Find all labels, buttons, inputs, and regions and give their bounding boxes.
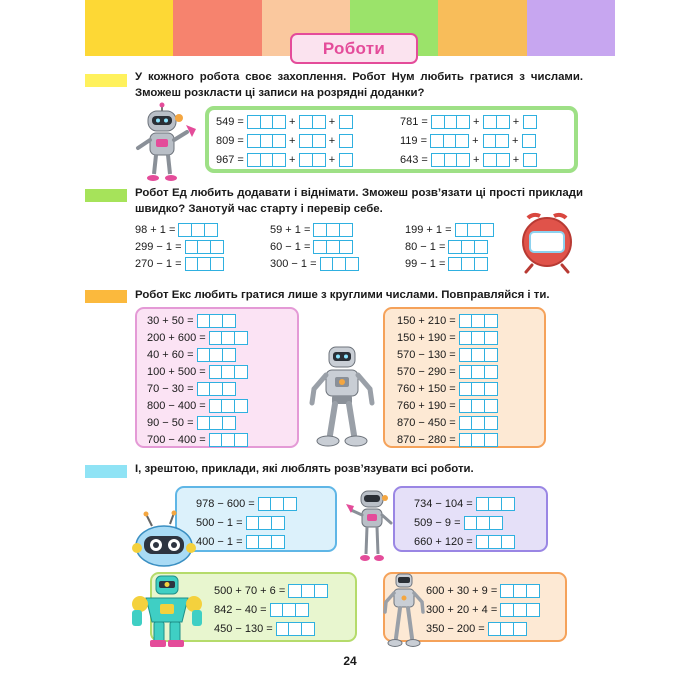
answer-cells[interactable] [448, 240, 486, 254]
s1-row-1 [216, 114, 352, 130]
answer-cells[interactable] [455, 223, 493, 237]
robot-eks-icon [304, 343, 380, 447]
exercise-label: 30 + 50 = [147, 315, 194, 327]
top-bar-2 [173, 0, 261, 56]
answer-cells-1[interactable] [339, 153, 352, 167]
s1-row-3 [216, 152, 352, 168]
exercise-label: 90 − 50 = [147, 417, 194, 429]
section-3-task-text: Робот Екс любить гратися лише з круглими числами. Повправляйся і ти. [135, 289, 550, 301]
exercise-label: 60 − 1 = [270, 241, 311, 253]
exercise-label: 40 + 60 = [147, 349, 194, 361]
plus-sign: + [512, 154, 520, 166]
plus-sign: + [328, 154, 336, 166]
robot-blue-round-icon [132, 512, 196, 568]
answer-cells[interactable] [258, 497, 296, 511]
s2-row-9 [405, 256, 486, 272]
s4-orange-row-2 [426, 602, 538, 618]
answer-cells[interactable] [476, 497, 514, 511]
s2-row-3 [135, 256, 223, 272]
answer-cells-1[interactable] [523, 115, 536, 129]
answer-cells[interactable] [185, 257, 223, 271]
s3-right-row-8 [397, 432, 497, 448]
answer-cells[interactable] [185, 240, 223, 254]
section-2-task-text: Робот Ед любить додавати і віднімати. Зможеш розв’язати ці прості приклади швидко? Занотуй час старту і перевір себе. [135, 187, 583, 215]
exercise-label: 270 − 1 = [135, 258, 182, 270]
section-3-marker [85, 290, 127, 303]
answer-cells[interactable] [209, 331, 247, 345]
exercise-label: 549 = [216, 116, 244, 128]
s3-right-row-5 [397, 381, 497, 397]
s3-right-row-1 [397, 313, 497, 329]
section-4-marker [85, 465, 127, 478]
s3-left-row-3 [147, 347, 235, 363]
answer-cells[interactable] [209, 433, 247, 447]
section-4-task-text: І, зрештою, приклади, які люблять розв’язувати всі роботи. [135, 463, 474, 475]
answer-cells[interactable] [464, 516, 502, 530]
s1-row-2 [216, 133, 352, 149]
answer-cells-3[interactable] [431, 115, 469, 129]
s1-row-6 [400, 152, 536, 168]
exercise-label: 80 − 1 = [405, 241, 446, 253]
answer-cells-2[interactable] [483, 134, 508, 148]
exercise-label: 760 + 190 = [397, 400, 456, 412]
s4-blue-row-2 [196, 515, 284, 531]
answer-cells[interactable] [459, 399, 497, 413]
plus-sign: + [512, 116, 520, 128]
s3-left-row-8 [147, 432, 247, 448]
answer-cells-2[interactable] [483, 153, 508, 167]
exercise-label: 500 + 70 + 6 = [214, 585, 286, 597]
exercise-label: 400 − 1 = [196, 536, 243, 548]
s3-right-row-2 [397, 330, 497, 346]
exercise-label: 200 + 600 = [147, 332, 206, 344]
answer-cells-3[interactable] [247, 153, 285, 167]
robot-num-small-icon [345, 488, 395, 566]
answer-cells[interactable] [448, 257, 486, 271]
answer-cells-2[interactable] [483, 115, 508, 129]
s2-row-1 [135, 222, 216, 238]
answer-cells[interactable] [459, 365, 497, 379]
s3-right-row-4 [397, 364, 497, 380]
s4-blue-row-3 [196, 534, 284, 550]
answer-cells[interactable] [459, 314, 497, 328]
top-bar-1 [85, 0, 173, 56]
exercise-label: 978 − 600 = [196, 498, 255, 510]
answer-cells[interactable] [197, 348, 235, 362]
exercise-label: 842 − 40 = [214, 604, 267, 616]
answer-cells[interactable] [209, 365, 247, 379]
exercise-label: 119 = [400, 135, 428, 147]
s3-right-row-7 [397, 415, 497, 431]
answer-cells[interactable] [276, 622, 314, 636]
answer-cells[interactable] [459, 416, 497, 430]
robot-teal-icon [126, 574, 208, 650]
exercise-label: 700 − 400 = [147, 434, 206, 446]
answer-cells-3[interactable] [247, 134, 285, 148]
answer-cells-3[interactable] [247, 115, 285, 129]
exercise-label: 760 + 150 = [397, 383, 456, 395]
exercise-label: 450 − 130 = [214, 623, 273, 635]
s2-row-4 [270, 222, 351, 238]
answer-cells[interactable] [288, 584, 326, 598]
s4-green-row-1 [214, 583, 326, 599]
s2-row-5 [270, 239, 351, 255]
s3-left-row-4 [147, 364, 247, 380]
answer-cells[interactable] [246, 516, 284, 530]
answer-cells-2[interactable] [299, 134, 324, 148]
exercise-label: 809 = [216, 135, 244, 147]
answer-cells-1[interactable] [339, 115, 352, 129]
page-number: 24 [343, 654, 357, 668]
plus-sign: + [472, 135, 479, 147]
answer-cells[interactable] [313, 240, 351, 254]
answer-cells[interactable] [197, 314, 235, 328]
s4-orange-row-1 [426, 583, 538, 599]
s3-left-row-1 [147, 313, 235, 329]
answer-cells-1[interactable] [339, 134, 352, 148]
answer-cells[interactable] [500, 584, 538, 598]
answer-cells[interactable] [246, 535, 284, 549]
exercise-label: 59 + 1 = [270, 224, 311, 236]
s3-right-row-3 [397, 347, 497, 363]
s3-left-row-6 [147, 398, 247, 414]
s3-left-row-7 [147, 415, 235, 431]
answer-cells[interactable] [209, 399, 247, 413]
exercise-label: 643 = [400, 154, 428, 166]
plus-sign: + [472, 154, 480, 166]
s2-row-6 [270, 256, 358, 272]
exercise-label: 870 − 280 = [397, 434, 456, 446]
answer-cells-1[interactable] [522, 134, 535, 148]
answer-cells[interactable] [197, 416, 235, 430]
s3-right-row-6 [397, 398, 497, 414]
exercise-label: 660 + 120 = [414, 536, 473, 548]
s4-green-row-3 [214, 621, 314, 637]
answer-cells[interactable] [197, 382, 235, 396]
exercise-label: 150 + 190 = [397, 332, 456, 344]
page-title: Роботи [290, 33, 418, 64]
answer-cells[interactable] [313, 223, 351, 237]
exercise-label: 100 + 500 = [147, 366, 206, 378]
exercise-label: 509 − 9 = [414, 517, 461, 529]
answer-cells[interactable] [459, 433, 497, 447]
exercise-label: 570 − 290 = [397, 366, 456, 378]
answer-cells-2[interactable] [299, 153, 324, 167]
section-1-marker [85, 74, 127, 87]
robot-num-icon [132, 102, 202, 184]
answer-cells[interactable] [320, 257, 358, 271]
top-bar-6 [527, 0, 615, 56]
s2-row-7 [405, 222, 493, 238]
answer-cells-3[interactable] [430, 134, 468, 148]
s2-row-8 [405, 239, 486, 255]
exercise-label: 199 + 1 = [405, 224, 452, 236]
section-2-marker [85, 189, 127, 202]
exercise-label: 600 + 30 + 9 = [426, 585, 498, 597]
answer-cells[interactable] [476, 535, 514, 549]
alarm-clock-icon [514, 210, 580, 274]
exercise-label: 500 − 1 = [196, 517, 243, 529]
robot-eks-small-icon [381, 572, 427, 650]
plus-sign: + [328, 116, 336, 128]
answer-cells[interactable] [459, 382, 497, 396]
exercise-label: 781 = [400, 116, 428, 128]
answer-cells[interactable] [488, 622, 526, 636]
exercise-label: 870 − 450 = [397, 417, 456, 429]
s3-left-row-5 [147, 381, 235, 397]
exercise-label: 350 − 200 = [426, 623, 485, 635]
exercise-label: 99 − 1 = [405, 258, 446, 270]
s1-row-4 [400, 114, 536, 130]
answer-cells[interactable] [270, 603, 308, 617]
top-bar-5 [438, 0, 526, 56]
exercise-label: 299 − 1 = [135, 241, 182, 253]
s2-row-2 [135, 239, 223, 255]
exercise-label: 300 + 20 + 4 = [426, 604, 498, 616]
s4-purple-row-1 [414, 496, 514, 512]
s1-row-5 [400, 133, 535, 149]
answer-cells-2[interactable] [299, 115, 324, 129]
plus-sign: + [328, 135, 336, 147]
answer-cells-1[interactable] [523, 153, 536, 167]
exercise-label: 570 − 130 = [397, 349, 456, 361]
section-1-task-text: У кожного робота своє захоплення. Робот Нум любить гратися з числами. Зможеш розкласти ці записи на розрядні доданки? [135, 71, 583, 99]
exercise-label: 967 = [216, 154, 244, 166]
s4-orange-row-3 [426, 621, 526, 637]
exercise-label: 150 + 210 = [397, 315, 456, 327]
s4-purple-row-3 [414, 534, 514, 550]
s4-green-row-2 [214, 602, 308, 618]
plus-sign: + [288, 116, 296, 128]
answer-cells[interactable] [459, 348, 497, 362]
plus-sign: + [472, 116, 480, 128]
plus-sign: + [511, 135, 519, 147]
answer-cells[interactable] [178, 223, 216, 237]
exercise-label: 800 − 400 = [147, 400, 206, 412]
s4-purple-row-2 [414, 515, 502, 531]
exercise-label: 734 − 104 = [414, 498, 473, 510]
exercise-label: 70 − 30 = [147, 383, 194, 395]
plus-sign: + [288, 154, 296, 166]
answer-cells[interactable] [500, 603, 538, 617]
plus-sign: + [288, 135, 296, 147]
s4-blue-row-1 [196, 496, 296, 512]
exercise-label: 98 + 1 = [135, 224, 176, 236]
answer-cells-3[interactable] [431, 153, 469, 167]
answer-cells[interactable] [459, 331, 497, 345]
exercise-label: 300 − 1 = [270, 258, 317, 270]
s3-left-row-2 [147, 330, 247, 346]
